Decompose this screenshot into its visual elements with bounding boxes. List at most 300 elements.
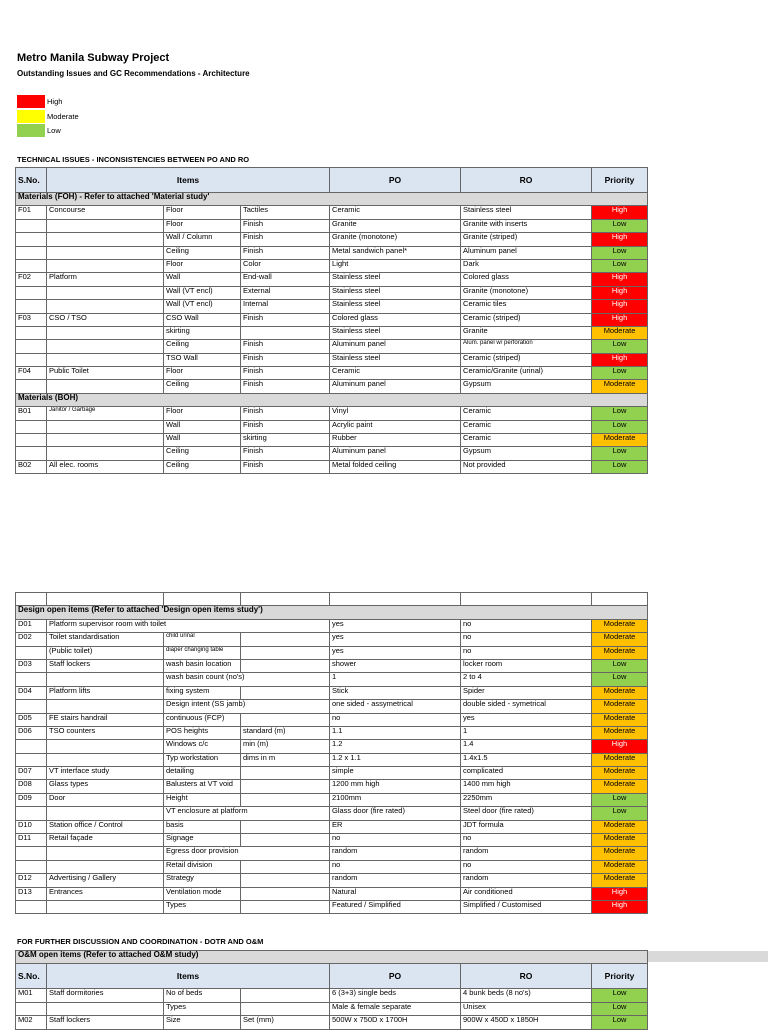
table-row xyxy=(16,407,648,420)
cell-detail xyxy=(241,874,330,887)
cell-item xyxy=(47,753,164,766)
cell-item: Platform xyxy=(47,273,164,286)
cell-subitem: Wall (VT encl) xyxy=(164,300,241,313)
cell-sno: D11 xyxy=(16,834,47,847)
cell-subitem: Wall xyxy=(164,434,241,447)
priority-badge: Low xyxy=(592,407,648,420)
table-row xyxy=(16,300,648,313)
legend-label-moderate: Moderate xyxy=(47,112,79,121)
column-header: PO xyxy=(330,168,461,193)
cell-subitem: Ceiling xyxy=(164,380,241,393)
table-row xyxy=(16,460,648,473)
cell-item: CSO / TSO xyxy=(47,313,164,326)
section-heading: Materials (BOH) xyxy=(16,393,648,406)
cell-ro: Steel door (fire rated) xyxy=(461,807,592,820)
cell-subitem: Floor xyxy=(164,407,241,420)
legend-swatch-moderate xyxy=(17,110,45,123)
cell-po: Stainless steel xyxy=(330,273,461,286)
cell-item xyxy=(47,300,164,313)
priority-badge: High xyxy=(592,233,648,246)
table-row xyxy=(16,219,648,232)
cell-sno xyxy=(16,646,47,659)
cell-item: All elec. rooms xyxy=(47,460,164,473)
column-header: S.No. xyxy=(16,168,47,193)
cell-po: 1.2 x 1.1 xyxy=(330,753,461,766)
priority-badge: Low xyxy=(592,1016,648,1029)
cell-item xyxy=(47,1002,164,1015)
cell-subitem: Ceiling xyxy=(164,447,241,460)
table-row xyxy=(16,874,648,887)
cell-subitem: Wall / Column xyxy=(164,233,241,246)
section3-label: FOR FURTHER DISCUSSION AND COORDINATION - DOTR AND O&M xyxy=(17,937,264,946)
cell-po: Stainless steel xyxy=(330,353,461,366)
table-row xyxy=(16,286,648,299)
cell-sno xyxy=(16,233,47,246)
cell-item xyxy=(47,673,164,686)
cell-detail: Finish xyxy=(241,219,330,232)
cell-subitem: CSO Wall xyxy=(164,313,241,326)
cell-po: 6 (3+3) single beds xyxy=(330,989,461,1002)
cell-subitem: Wall xyxy=(164,420,241,433)
cell-item xyxy=(47,447,164,460)
cell-item: Platform lifts xyxy=(47,686,164,699)
cell-sno xyxy=(16,900,47,913)
cell-sno: D08 xyxy=(16,780,47,793)
cell-detail xyxy=(241,686,330,699)
table-row xyxy=(16,686,648,699)
cell-sno xyxy=(16,300,47,313)
cell-detail: Finish xyxy=(241,233,330,246)
priority-badge: Low xyxy=(592,420,648,433)
cell-subitem: Floor xyxy=(164,206,241,219)
cell-sno: F02 xyxy=(16,273,47,286)
cell-po: Aluminum panel xyxy=(330,340,461,353)
technical-issues-table xyxy=(15,167,648,474)
cell-detail: Finish xyxy=(241,447,330,460)
cell-detail: Finish xyxy=(241,407,330,420)
cell-ro: Granite (monotone) xyxy=(461,286,592,299)
cell-ro: Ceramic xyxy=(461,420,592,433)
cell-detail: min (m) xyxy=(241,740,330,753)
priority-badge: Moderate xyxy=(592,834,648,847)
cell-sno: D03 xyxy=(16,659,47,672)
priority-badge: Low xyxy=(592,219,648,232)
cell-detail: standard (m) xyxy=(241,726,330,739)
cell-sno xyxy=(16,593,47,606)
cell-detail xyxy=(241,326,330,339)
priority-badge: High xyxy=(592,206,648,219)
cell-po: 2100mm xyxy=(330,793,461,806)
cell-subitem: TSO Wall xyxy=(164,353,241,366)
cell-ro: complicated xyxy=(461,767,592,780)
cell-subitem: Floor xyxy=(164,219,241,232)
cell-subitem: wash basin location xyxy=(164,659,241,672)
cell-item: Retail façade xyxy=(47,834,164,847)
cell-po: Ceramic xyxy=(330,206,461,219)
cell-detail xyxy=(241,820,330,833)
cell-sno: D13 xyxy=(16,887,47,900)
cell-po: Metal folded ceiling xyxy=(330,460,461,473)
priority-badge: High xyxy=(592,300,648,313)
cell-sno xyxy=(16,420,47,433)
cell-detail xyxy=(241,713,330,726)
cell-item xyxy=(47,233,164,246)
table-row xyxy=(16,619,648,632)
cell-subitem: Ceiling xyxy=(164,340,241,353)
cell-item: Entrances xyxy=(47,887,164,900)
cell-po: Light xyxy=(330,259,461,272)
cell-sno xyxy=(16,259,47,272)
cell-sno: D09 xyxy=(16,793,47,806)
cell-sno xyxy=(16,340,47,353)
cell-subitem: Retail division xyxy=(164,860,241,873)
cell-po: shower xyxy=(330,659,461,672)
priority-badge: Moderate xyxy=(592,434,648,447)
cell-item xyxy=(47,259,164,272)
cell-po: 500W x 750D x 1700H xyxy=(330,1016,461,1029)
priority-badge: High xyxy=(592,273,648,286)
cell-subitem: Ventilation mode xyxy=(164,887,241,900)
table-header-row xyxy=(16,168,648,193)
table-row xyxy=(16,273,648,286)
cell-detail xyxy=(241,860,330,873)
table-row xyxy=(16,367,648,380)
cell-sno: M01 xyxy=(16,989,47,1002)
column-header: PO xyxy=(330,964,461,989)
section-row xyxy=(16,193,648,206)
column-header: Items xyxy=(47,964,330,989)
priority-badge: Low xyxy=(592,259,648,272)
cell-sno xyxy=(16,286,47,299)
cell-subitem: Floor xyxy=(164,259,241,272)
cell-ro xyxy=(461,593,592,606)
cell-item: Public Toilet xyxy=(47,367,164,380)
table-row xyxy=(16,326,648,339)
cell-item xyxy=(47,246,164,259)
cell-detail: Finish xyxy=(241,353,330,366)
cell-detail: skirting xyxy=(241,434,330,447)
cell-sno xyxy=(16,807,47,820)
cell-detail: External xyxy=(241,286,330,299)
cell-ro: Ceramic/Granite (urinal) xyxy=(461,367,592,380)
cell-subitem: Ceiling xyxy=(164,460,241,473)
cell-item: Concourse xyxy=(47,206,164,219)
cell-subitem: Size xyxy=(164,1016,241,1029)
cell-subitem: Floor xyxy=(164,367,241,380)
cell-ro: Granite (striped) xyxy=(461,233,592,246)
cell-item: FE stairs handrail xyxy=(47,713,164,726)
cell-item: VT interface study xyxy=(47,767,164,780)
cell-ro: Granite with inserts xyxy=(461,219,592,232)
column-header: RO xyxy=(461,964,592,989)
cell-item: Staff lockers xyxy=(47,659,164,672)
cell-sno: D05 xyxy=(16,713,47,726)
cell-ro: Gypsum xyxy=(461,380,592,393)
cell-item: Door xyxy=(47,793,164,806)
cell-item xyxy=(47,326,164,339)
cell-subitem: Balusters at VT void xyxy=(164,780,241,793)
cell-subitem xyxy=(164,593,241,606)
cell-subitem: Types xyxy=(164,1002,241,1015)
cell-subitem: No of beds xyxy=(164,989,241,1002)
priority-badge: Moderate xyxy=(592,619,648,632)
cell-subitem: POS heights xyxy=(164,726,241,739)
cell-sno: D02 xyxy=(16,633,47,646)
cell-detail: Set (mm) xyxy=(241,1016,330,1029)
cell-subitem: detailing xyxy=(164,767,241,780)
table-row xyxy=(16,633,648,646)
cell-item xyxy=(47,340,164,353)
cell-ro: no xyxy=(461,860,592,873)
cell-detail xyxy=(241,793,330,806)
table-row xyxy=(16,206,648,219)
cell-po: Stainless steel xyxy=(330,300,461,313)
cell-po: ER xyxy=(330,820,461,833)
cell-subitem: Types xyxy=(164,900,241,913)
cell-item xyxy=(47,847,164,860)
cell-detail: Finish xyxy=(241,340,330,353)
cell-po: Rubber xyxy=(330,434,461,447)
table-row xyxy=(16,793,648,806)
priority-badge: Moderate xyxy=(592,753,648,766)
cell-detail: Finish xyxy=(241,367,330,380)
table-row xyxy=(16,740,648,753)
cell-subitem: basis xyxy=(164,820,241,833)
priority-badge: Low xyxy=(592,1002,648,1015)
priority-badge: Moderate xyxy=(592,820,648,833)
priority-badge: Moderate xyxy=(592,380,648,393)
cell-po: Glass door (fire rated) xyxy=(330,807,461,820)
cell-detail: End-wall xyxy=(241,273,330,286)
cell-subitem: wash basin count (no's) xyxy=(164,673,330,686)
cell-subitem: Wall (VT encl) xyxy=(164,286,241,299)
cell-detail xyxy=(241,659,330,672)
cell-ro: 900W x 450D x 1850H xyxy=(461,1016,592,1029)
table-row xyxy=(16,593,648,606)
cell-po: Stainless steel xyxy=(330,286,461,299)
cell-po: yes xyxy=(330,619,461,632)
cell-ro: 4 bunk beds (8 no's) xyxy=(461,989,592,1002)
priority-badge: Low xyxy=(592,447,648,460)
cell-detail xyxy=(241,1002,330,1015)
cell-po: Aluminum panel xyxy=(330,447,461,460)
priority-badge: High xyxy=(592,900,648,913)
priority-badge: Low xyxy=(592,340,648,353)
cell-po: simple xyxy=(330,767,461,780)
priority-badge: Moderate xyxy=(592,847,648,860)
table-row xyxy=(16,646,648,659)
cell-sno: F04 xyxy=(16,367,47,380)
legend-swatch-low xyxy=(17,124,45,137)
priority-badge: Low xyxy=(592,659,648,672)
table-row xyxy=(16,659,648,672)
cell-po: 1.1 xyxy=(330,726,461,739)
cell-ro: Unisex xyxy=(461,1002,592,1015)
table-row xyxy=(16,259,648,272)
table-row xyxy=(16,989,648,1002)
cell-po: Male & female separate xyxy=(330,1002,461,1015)
cell-sno xyxy=(16,353,47,366)
cell-item: Glass types xyxy=(47,780,164,793)
cell-sno xyxy=(16,326,47,339)
cell-sno xyxy=(16,740,47,753)
cell-subitem: diaper changing table xyxy=(164,646,241,659)
design-open-items-table xyxy=(15,592,648,914)
cell-subitem: Height xyxy=(164,793,241,806)
cell-detail: Finish xyxy=(241,460,330,473)
cell-item: Staff dormitories xyxy=(47,989,164,1002)
column-header: RO xyxy=(461,168,592,193)
cell-sno xyxy=(16,700,47,713)
cell-ro: no xyxy=(461,619,592,632)
cell-sno xyxy=(16,219,47,232)
cell-po: 1200 mm high xyxy=(330,780,461,793)
doc-subtitle: Outstanding Issues and GC Recommendations - Architecture xyxy=(17,69,250,78)
table-row xyxy=(16,1016,648,1029)
cell-ro: Air conditioned xyxy=(461,887,592,900)
cell-item: Station office / Control xyxy=(47,820,164,833)
cell-ro: Gypsum xyxy=(461,447,592,460)
cell-po: Colored glass xyxy=(330,313,461,326)
cell-ro: 1400 mm high xyxy=(461,780,592,793)
cell-item xyxy=(47,593,164,606)
cell-po: Stainless steel xyxy=(330,326,461,339)
cell-detail xyxy=(241,593,330,606)
cell-subitem: Signage xyxy=(164,834,241,847)
cell-sno xyxy=(16,434,47,447)
section-heading: O&M open items (Refer to attached O&M study) xyxy=(16,951,648,964)
table-row xyxy=(16,1002,648,1015)
cell-po: Featured / Simplified xyxy=(330,900,461,913)
column-header: Priority xyxy=(592,168,648,193)
cell-po: no xyxy=(330,713,461,726)
column-header: S.No. xyxy=(16,964,47,989)
cell-subitem: Design intent (SS jamb) xyxy=(164,700,330,713)
cell-ro: Dark xyxy=(461,259,592,272)
table-row xyxy=(16,834,648,847)
cell-sno: D06 xyxy=(16,726,47,739)
cell-sno xyxy=(16,753,47,766)
cell-subitem: VT enclosure at platform xyxy=(164,807,330,820)
priority-badge: Low xyxy=(592,807,648,820)
cell-item xyxy=(47,420,164,433)
cell-item xyxy=(47,353,164,366)
cell-po: Metal sandwich panel* xyxy=(330,246,461,259)
section-row xyxy=(16,951,648,964)
cell-item xyxy=(47,700,164,713)
cell-subitem: Egress door provision xyxy=(164,847,330,860)
table-row xyxy=(16,860,648,873)
table-row xyxy=(16,233,648,246)
cell-detail: Finish xyxy=(241,246,330,259)
cell-ro: double sided - symetrical xyxy=(461,700,592,713)
cell-item: (Public toilet) xyxy=(47,646,164,659)
priority-badge: Low xyxy=(592,989,648,1002)
cell-po: Granite (monotone) xyxy=(330,233,461,246)
cell-item xyxy=(47,380,164,393)
cell-po: Acrylic paint xyxy=(330,420,461,433)
cell-ro: 1 xyxy=(461,726,592,739)
cell-ro: Alum. panel w/ perforation xyxy=(461,340,592,353)
section1-label: TECHNICAL ISSUES - INCONSISTENCIES BETWEEN PO AND RO xyxy=(17,155,250,164)
cell-po: Ceramic xyxy=(330,367,461,380)
cell-sno xyxy=(16,447,47,460)
cell-ro: Ceramic xyxy=(461,407,592,420)
cell-ro: yes xyxy=(461,713,592,726)
table-row xyxy=(16,847,648,860)
cell-ro: 1.4 xyxy=(461,740,592,753)
cell-detail: Tactiles xyxy=(241,206,330,219)
cell-po: Granite xyxy=(330,219,461,232)
cell-ro: Ceramic tiles xyxy=(461,300,592,313)
cell-ro: 2 to 4 xyxy=(461,673,592,686)
section-heading: Materials (FOH) - Refer to attached 'Material study' xyxy=(16,193,648,206)
cell-item xyxy=(47,434,164,447)
cell-item xyxy=(47,740,164,753)
cell-ro: locker room xyxy=(461,659,592,672)
cell-sno: D04 xyxy=(16,686,47,699)
table-row xyxy=(16,726,648,739)
cell-subitem: Windows c/c xyxy=(164,740,241,753)
priority-badge: Moderate xyxy=(592,780,648,793)
priority-badge: Moderate xyxy=(592,646,648,659)
cell-po: Natural xyxy=(330,887,461,900)
cell-sno: D12 xyxy=(16,874,47,887)
cell-po: no xyxy=(330,860,461,873)
cell-detail: dims in m xyxy=(241,753,330,766)
cell-ro: Stainless steel xyxy=(461,206,592,219)
cell-po: 1 xyxy=(330,673,461,686)
priority-badge: Moderate xyxy=(592,686,648,699)
cell-po: Vinyl xyxy=(330,407,461,420)
table-row xyxy=(16,380,648,393)
priority-badge: High xyxy=(592,286,648,299)
cell-po: yes xyxy=(330,633,461,646)
cell-subitem: continuous (FCP) xyxy=(164,713,241,726)
legend-label-low: Low xyxy=(47,126,61,135)
cell-subitem: fixing system xyxy=(164,686,241,699)
cell-item: Janitor / Garbage xyxy=(47,407,164,420)
cell-subitem: Strategy xyxy=(164,874,241,887)
cell-ro: random xyxy=(461,847,592,860)
table-row xyxy=(16,313,648,326)
cell-detail xyxy=(241,887,330,900)
section-band xyxy=(647,951,768,962)
cell-sno xyxy=(16,847,47,860)
cell-detail: Finish xyxy=(241,313,330,326)
cell-item: Advertising / Gallery xyxy=(47,874,164,887)
cell-sno xyxy=(16,380,47,393)
cell-po: one sided - assymetrical xyxy=(330,700,461,713)
cell-sno xyxy=(16,673,47,686)
priority-badge: Moderate xyxy=(592,326,648,339)
cell-po: yes xyxy=(330,646,461,659)
cell-ro: JDT formula xyxy=(461,820,592,833)
om-open-items-table xyxy=(15,950,648,1030)
table-row xyxy=(16,673,648,686)
cell-po: 1.2 xyxy=(330,740,461,753)
table-row xyxy=(16,447,648,460)
cell-ro: Granite xyxy=(461,326,592,339)
cell-sno: D01 xyxy=(16,619,47,632)
section-heading: Design open items (Refer to attached 'Design open items study') xyxy=(16,606,648,619)
cell-detail: Finish xyxy=(241,380,330,393)
table-row xyxy=(16,434,648,447)
priority-badge: High xyxy=(592,740,648,753)
cell-subitem: skirting xyxy=(164,326,241,339)
cell-ro: Colored glass xyxy=(461,273,592,286)
cell-item xyxy=(47,900,164,913)
